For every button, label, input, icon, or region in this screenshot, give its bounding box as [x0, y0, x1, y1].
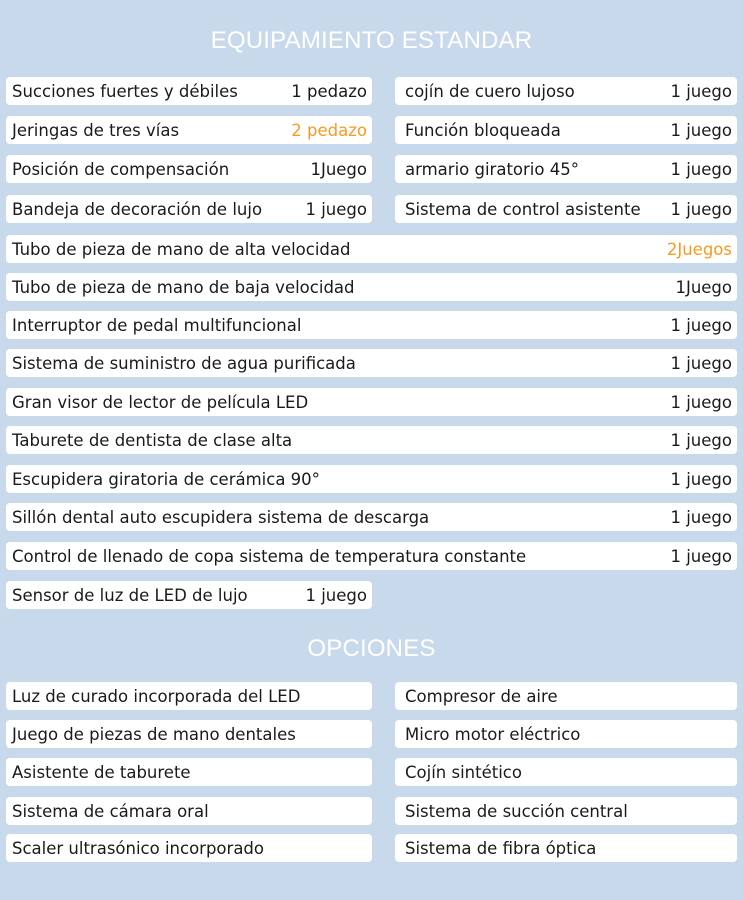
item-qty: 1Juego [310, 159, 367, 179]
item-qty: 1 juego [670, 546, 732, 566]
std-item-led-film-viewer [6, 388, 737, 416]
item-name: Tubo de pieza de mano de alta velocidad [12, 239, 351, 259]
opt-item-central-suction [395, 797, 737, 825]
opt-item-fiber-optic [395, 834, 737, 862]
item-qty: 1 juego [670, 507, 732, 527]
item-qty: 1 juego [670, 315, 732, 335]
options-title: OPCIONES [307, 635, 436, 662]
std-item-ceramic-spittoon [6, 465, 737, 493]
std-item-auto-spittoon-flush [6, 503, 737, 531]
item-name: Interruptor de pedal multifuncional [12, 315, 302, 335]
item-name: Posición de compensación [12, 159, 230, 179]
std-item-foot-pedal [6, 311, 737, 339]
std-item-low-speed-tube [6, 273, 737, 301]
item-name: Taburete de dentista de clase alta [12, 430, 293, 450]
std-item-dentist-stool [6, 426, 737, 454]
item-name: Cojín sintético [405, 762, 522, 782]
item-name: Sistema de fibra óptica [405, 838, 597, 858]
item-qty: 1 juego [305, 585, 367, 605]
item-name: Compresor de aire [405, 686, 558, 706]
item-name: Función bloqueada [405, 120, 561, 140]
std-item-purified-water [6, 349, 737, 377]
item-name: Sistema de suministro de agua purificada [12, 353, 356, 373]
item-name: Sistema de succión central [405, 801, 628, 821]
item-name: Luz de curado incorporada del LED [12, 686, 301, 706]
opt-item-led-curing-light [6, 682, 372, 710]
std-item-luxury-tray [6, 195, 372, 223]
std-item-cup-fill-temperature [6, 542, 737, 570]
item-name: Sistema de cámara oral [12, 801, 209, 821]
opt-item-air-compressor [395, 682, 737, 710]
item-name: Juego de piezas de mano dentales [12, 724, 296, 744]
std-item-rotating-cabinet [395, 155, 737, 183]
item-name: Sensor de luz de LED de lujo [12, 585, 248, 605]
opt-item-oral-camera [6, 797, 372, 825]
item-name: Asistente de taburete [12, 762, 191, 782]
item-qty: 1 juego [670, 392, 732, 412]
item-name: Control de llenado de copa sistema de temperatura constante [12, 546, 527, 566]
opt-item-ultrasonic-scaler [6, 834, 372, 862]
std-item-led-light-sensor [6, 581, 372, 609]
std-item-three-way-syringes [6, 116, 372, 144]
item-name: Bandeja de decoración de lujo [12, 199, 263, 219]
item-name: armario giratorio 45° [405, 159, 579, 179]
opt-item-handpiece-set [6, 720, 372, 748]
item-qty: 1 juego [670, 199, 732, 219]
item-qty-highlight: 2Juegos [666, 239, 732, 259]
item-qty: 1 juego [670, 81, 732, 101]
item-name: Succiones fuertes y débiles [12, 81, 238, 101]
std-item-leather-cushion [395, 77, 737, 105]
item-qty: 1 juego [670, 469, 732, 489]
item-name: Tubo de pieza de mano de baja velocidad [12, 277, 355, 297]
item-qty: 1 juego [670, 159, 732, 179]
item-name: Sillón dental auto escupidera sistema de descarga [12, 507, 430, 527]
item-qty: 1 juego [670, 353, 732, 373]
item-name: cojín de cuero lujoso [405, 81, 575, 101]
std-item-compensation-position [6, 155, 372, 183]
std-item-locked-function [395, 116, 737, 144]
item-name: Micro motor eléctrico [405, 724, 581, 744]
item-qty: 1 juego [670, 120, 732, 140]
std-item-strong-weak-suction [6, 77, 372, 105]
item-name: Scaler ultrasónico incorporado [12, 838, 264, 858]
standard-equipment-title: EQUIPAMIENTO ESTANDAR [210, 27, 533, 54]
item-name: Jeringas de tres vías [12, 120, 180, 140]
opt-item-synthetic-cushion [395, 758, 737, 786]
opt-item-electric-micromotor [395, 720, 737, 748]
std-item-high-speed-tube [6, 235, 737, 263]
item-qty: 1 juego [670, 430, 732, 450]
item-qty: 1Juego [675, 277, 732, 297]
item-qty: 1 juego [305, 199, 367, 219]
item-qty: 1 pedazo [291, 81, 367, 101]
std-item-assistant-control [395, 195, 737, 223]
opt-item-assistant-stool [6, 758, 372, 786]
item-name: Escupidera giratoria de cerámica 90° [12, 469, 320, 489]
item-name: Sistema de control asistente [405, 199, 641, 219]
item-name: Gran visor de lector de película LED [12, 392, 309, 412]
item-qty-highlight: 2 pedazo [291, 120, 367, 140]
